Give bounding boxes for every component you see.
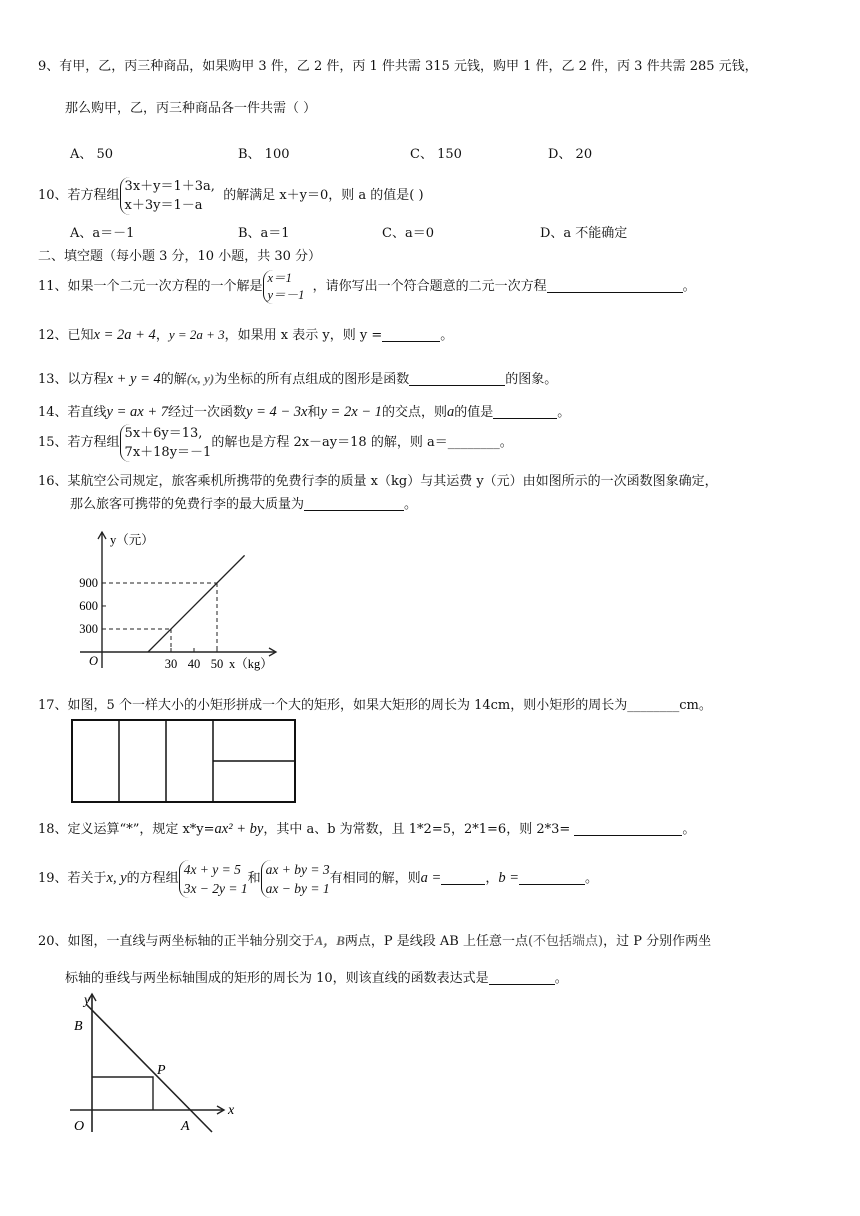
q15-prefix: 15、若方程组 <box>38 435 120 450</box>
q19-sep: ， <box>485 871 499 886</box>
q20-paren: (不包括端点) <box>527 934 604 949</box>
q12-expr2: y = 2a + 3 <box>168 327 225 342</box>
q19-s1-eq2: 3x − 2y = 1 <box>183 880 248 896</box>
chart-x-label: x（kg） <box>229 657 273 671</box>
q13-end: 的图象。 <box>505 372 558 387</box>
q15-eq1: 5x＋6y＝13, <box>124 425 203 441</box>
q19-vars: x, y <box>106 870 127 886</box>
q19-s2-eq2: ax − by = 1 <box>265 880 330 896</box>
q16-end: 。 <box>404 497 418 512</box>
q19-a-blank <box>441 870 485 885</box>
q19-b-blank <box>519 870 585 885</box>
q20-answer-blank <box>489 970 555 985</box>
q10-option-a: A、a＝－1 <box>70 226 135 241</box>
q11-eq1: x＝1 <box>267 270 292 285</box>
q18-suffix: ，其中 a、b 为常数，且 1*2=5，2*1=6，则 2*3= <box>263 822 571 837</box>
q17-line: 17、如图，5 个一样大小的小矩形拼成一个大的矩形，如果大矩形的周长为 14cm，则小矩形的周长为________cm。 <box>38 698 712 713</box>
q12-expr1: x = 2a + 4 <box>93 327 156 343</box>
fig20-y-label: y <box>84 993 91 1008</box>
x-tick-label-1: 40 <box>187 657 201 671</box>
q12-end: 。 <box>440 328 454 343</box>
chart-y-label: y（元） <box>110 533 154 547</box>
q18-end: 。 <box>682 822 696 837</box>
q13-line <box>38 370 557 389</box>
q19-b: b = <box>498 870 520 886</box>
q10-prefix: 10、若方程组 <box>38 188 120 203</box>
q9-line2: 那么购甲，乙，丙三种商品各一件共需（ ） <box>65 101 317 116</box>
q20-line2 <box>65 970 568 988</box>
q11-end: 。 <box>682 279 696 294</box>
q11-line <box>38 267 696 307</box>
q18-prefix: 18、定义运算“*”，规定 x*y= <box>38 822 215 837</box>
q12-sep: ， <box>155 328 169 343</box>
q15-eq2: 7x＋18y＝－1 <box>124 444 212 460</box>
q11-eq2: y＝－1 <box>267 287 305 302</box>
rectangle-from-p <box>92 1077 153 1110</box>
q11-answer-blank <box>547 278 683 293</box>
q10-option-b: B、a＝1 <box>238 226 290 241</box>
q10-eq2: x＋3y＝1－a <box>124 197 203 213</box>
fig20-p-label: P <box>157 1063 166 1078</box>
q13-answer-blank <box>409 371 505 386</box>
q19-system-1 <box>179 860 248 898</box>
q13-expr: x + y = 4 <box>106 371 161 387</box>
q13-mid2: 为坐标的所有点组成的图形是函数 <box>214 372 410 387</box>
q15-suffix: 的解也是方程 2x－ay＝18 的解，则 a＝________。 <box>211 435 513 450</box>
x-tick-label-2: 50 <box>210 657 224 671</box>
q14-m2: 和 <box>307 405 321 420</box>
section-heading: 二、填空题（每小题 3 分，10 小题，共 30 分） <box>38 249 322 264</box>
q18-expr: ax² + by <box>214 821 264 837</box>
q19-prefix: 19、若关于 <box>38 871 107 886</box>
q20-line2-text: 标轴的垂线与两坐标轴围成的矩形的周长为 10，则该直线的函数表达式是 <box>65 971 489 986</box>
q10-system <box>120 177 215 215</box>
q14-m3: 的交点，则 <box>381 405 447 420</box>
q20-line1b: 两点，P 是线段 AB 上任意一点 <box>344 934 528 949</box>
q9-option-d: D、 20 <box>548 147 593 162</box>
q19-system-2 <box>261 860 330 898</box>
x-tick-label-0: 30 <box>164 657 178 671</box>
chart-origin-label: O <box>89 654 99 668</box>
q11-solution <box>263 270 305 304</box>
q10-suffix: 的解满足 x＋y＝0，则 a 的值是( ) <box>223 188 424 203</box>
q20-end: 。 <box>554 971 568 986</box>
q17-rectangle-figure <box>70 718 300 806</box>
q14-line3: y = 2x − 1 <box>320 404 382 420</box>
q19-mid2: 有相同的解，则 <box>329 871 421 886</box>
q10-eq1: 3x＋y＝1＋3a, <box>124 178 215 194</box>
q14-var: a <box>446 404 455 420</box>
q12-answer-blank <box>382 327 440 342</box>
q16-chart <box>70 528 290 678</box>
q20-line1a: 20、如图，一直线与两坐标轴的正半轴分别交于 <box>38 934 315 949</box>
q10-option-d: D、a 不能确定 <box>540 226 628 241</box>
q14-line2: y = 4 − 3x <box>246 404 308 420</box>
q14-m1: 经过一次函数 <box>168 405 247 420</box>
fig20-origin-label: O <box>74 1119 85 1134</box>
fig20-x-label: x <box>228 1103 235 1118</box>
q16-line2-text: 那么旅客可携带的免费行李的最大质量为 <box>70 497 305 512</box>
fig20-a-label: A <box>181 1119 190 1134</box>
q19-and: 和 <box>247 871 261 886</box>
y-tick-label-2: 300 <box>79 621 98 636</box>
q14-line <box>38 403 570 422</box>
q16-answer-blank <box>304 496 404 511</box>
q18-line <box>38 820 695 839</box>
q20-line1 <box>38 932 711 951</box>
q14-end: 。 <box>557 405 571 420</box>
q10-line <box>38 176 424 216</box>
q12-mid: ，如果用 x 表示 y，则 y = <box>224 328 383 343</box>
q12-prefix: 12、已知 <box>38 328 94 343</box>
series-line <box>148 555 245 652</box>
q13-mid1: 的解 <box>160 372 187 387</box>
y-tick-label-0: 900 <box>79 575 98 590</box>
q14-prefix: 14、若直线 <box>38 405 107 420</box>
q10-option-c: C、a＝0 <box>382 226 434 241</box>
q13-coord: (x, y) <box>186 371 215 386</box>
q12-line <box>38 326 453 345</box>
q19-s1-eq1: 4x + y = 5 <box>183 861 241 877</box>
q19-line <box>38 855 598 902</box>
q20-ab: A，B <box>314 933 345 948</box>
q18-answer-blank <box>574 821 682 836</box>
fig20-b-label: B <box>74 1019 83 1034</box>
q14-m4: 的值是 <box>454 405 494 420</box>
q11-prefix: 11、如果一个二元一次方程的一个解是 <box>38 279 263 294</box>
q15-system <box>120 424 212 462</box>
q16-line1: 16、某航空公司规定，旅客乘机所携带的免费行李的质量 x（kg）与其运费 y（元）由如图所示的一次函数图象确定， <box>38 474 718 489</box>
q16-line2 <box>70 496 417 514</box>
q19-mid: 的方程组 <box>126 871 179 886</box>
q14-line1: y = ax + 7 <box>106 404 168 420</box>
q14-answer-blank <box>493 404 557 419</box>
q13-prefix: 13、以方程 <box>38 372 107 387</box>
q19-a: a = <box>420 870 442 886</box>
q9-line1: 9、有甲，乙，丙三种商品，如果购甲 3 件，乙 2 件，丙 1 件共需 315 元钱，购甲 1 件，乙 2 件，丙 3 件共需 285 元钱， <box>38 59 758 74</box>
q9-option-c: C、 150 <box>410 147 462 162</box>
line-ab <box>86 1004 212 1132</box>
y-tick-label-1: 600 <box>79 598 98 613</box>
q15-line <box>38 423 513 463</box>
q9-option-b: B、 100 <box>238 147 290 162</box>
q19-end: 。 <box>585 871 599 886</box>
q11-suffix: ，请你写出一个符合题意的二元一次方程 <box>312 279 547 294</box>
q9-option-a: A、 50 <box>70 147 114 162</box>
q20-line1c: ，过 P 分别作两坐 <box>603 934 712 949</box>
q19-s2-eq1: ax + by = 3 <box>265 861 330 877</box>
q20-figure <box>64 992 244 1142</box>
